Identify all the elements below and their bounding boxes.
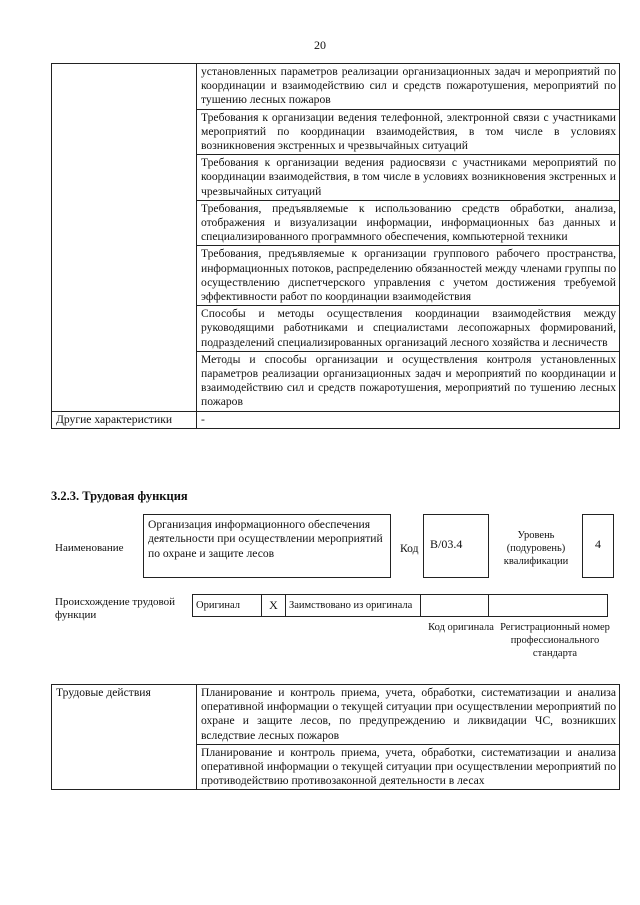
knowledge-row: установленных параметров реализации организационных задач и мероприятий по координации и взаимодействию сил и средств пожаротушения, мероприятий по тушению лесных пожаров	[197, 64, 620, 110]
original-code-field	[421, 595, 489, 617]
knowledge-row: Требования, предъявляемые к использованию средств обработки, анализа, отображения и визуализации информации, информационных баз данных и специализированного программного обеспечения, компьютерной техники	[197, 200, 620, 246]
page-number: 20	[314, 38, 326, 52]
knowledge-row: Методы и способы организации и осуществления контроля установленных параметров реализации организационных задач и мероприятий по координации и взаимодействию сил и средств пожаротушения, мероприятий по тушению лесных пожаров	[197, 351, 620, 411]
level-field: 4	[582, 514, 614, 578]
other-characteristics-label: Другие характеристики	[52, 411, 197, 428]
registration-number-caption: Регистрационный номер профессионального стандарта	[500, 622, 610, 659]
section-title: 3.2.3. Трудовая функция	[51, 489, 188, 503]
other-characteristics-value: -	[197, 411, 620, 428]
origin-table	[192, 594, 608, 617]
labor-actions-table	[51, 684, 620, 790]
code-label: Код	[400, 542, 419, 555]
level-label: Уровень (подуровень) квалификации	[503, 530, 569, 567]
original-code-caption: Код оригинала	[428, 622, 494, 633]
knowledge-row: Требования к организации ведения телефонной, электронной связи с участниками мероприятий по координации взаимодействия, в том числе в условиях возникновения экстренных и чрезвычайных ситуаций	[197, 109, 620, 155]
labor-action-row: Планирование и контроль приема, учета, обработки, систематизации и анализа оперативной информации о текущей ситуации при осуществлении мероприятий по охране и защите лесов, по предупреждению и ликвидации ЧС, возникших вследствие лесных пожаров	[197, 685, 620, 745]
labor-actions-label: Трудовые действия	[52, 685, 197, 790]
origin-label: Происхождение трудовой функции	[55, 596, 176, 621]
knowledge-table	[51, 63, 620, 429]
function-name-field: Организация информационного обеспечения деятельности при осуществлении мероприятий по охране и защите лесов	[143, 514, 391, 578]
original-label: Оригинал	[193, 595, 262, 617]
knowledge-row: Требования, предъявляемые к организации группового рабочего пространства, информационных потоков, распределению обязанностей между членами группы по осуществлению диспетчерского управления с учетом достижения требуемой эффективности работ по координации взаимодействия	[197, 246, 620, 306]
registration-number-field	[489, 595, 608, 617]
borrowed-label: Заимствовано из оригинала	[286, 595, 421, 617]
knowledge-row: Способы и методы осуществления координации взаимодействия между руководящими работниками и специалистами лесопожарных формирований, подразделений специализированных организаций лесного хозяйства и лесничеств	[197, 306, 620, 352]
knowledge-row: Требования к организации ведения радиосвязи с участниками мероприятий по координации взаимодействия, в том числе в условиях возникновения экстренных и чрезвычайных ситуаций	[197, 155, 620, 201]
name-label: Наименование	[55, 542, 124, 554]
knowledge-label-cell	[52, 64, 197, 412]
original-mark: X	[262, 595, 286, 617]
labor-action-row: Планирование и контроль приема, учета, обработки, систематизации и анализа оперативной информации о текущей ситуации при осуществлении мероприятий по противодействию противозаконной деятельности в лесах	[197, 744, 620, 790]
function-code-field: B/03.4	[423, 514, 489, 578]
